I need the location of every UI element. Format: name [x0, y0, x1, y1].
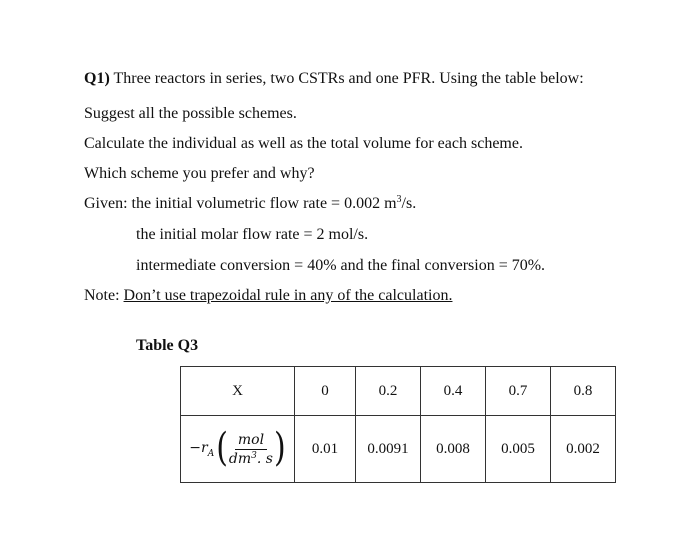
- given-volumetric-flow-unit: /s.: [401, 195, 417, 212]
- right-paren: ): [274, 425, 286, 472]
- x-value-cell: 0.2: [356, 367, 421, 416]
- note-text: Don’t use trapezoidal rule in any of the calculation.: [123, 287, 453, 304]
- rate-expression: [189, 425, 286, 472]
- given-conversions-line: intermediate conversion = 40% and the final conversion = 70%.: [136, 257, 546, 274]
- rate-value-cell: 0.005: [486, 416, 551, 483]
- question-label: Q1): [84, 70, 110, 87]
- task-line-2: Calculate the individual as well as the total volume for each scheme.: [84, 135, 523, 152]
- table-row-conversion: [181, 367, 616, 416]
- cubic-superscript: 3: [396, 194, 402, 205]
- x-value-cell: 0.8: [551, 367, 616, 416]
- given-volumetric-flow-text: Given: the initial volumetric flow rate = 0.002 m: [84, 195, 397, 212]
- rate-value-cell: 0.0091: [356, 416, 421, 483]
- rate-value-cell: 0.008: [421, 416, 486, 483]
- row-header-x: X: [181, 367, 295, 416]
- x-value-cell: 0.7: [486, 367, 551, 416]
- x-value-cell: 0.4: [421, 367, 486, 416]
- given-volumetric-flow-line: [84, 194, 416, 214]
- data-table: [180, 366, 616, 483]
- rate-value-cell: 0.002: [551, 416, 616, 483]
- left-paren: (: [216, 425, 228, 472]
- x-value-cell: 0: [295, 367, 356, 416]
- question-intro-line: [84, 69, 584, 89]
- task-line-1: Suggest all the possible schemes.: [84, 105, 297, 122]
- question-intro-text: Three reactors in series, two CSTRs and one PFR. Using the table below:: [113, 70, 584, 87]
- task-line-3: Which scheme you prefer and why?: [84, 165, 315, 182]
- rate-unit-numerator: mol: [235, 432, 267, 450]
- row-header-rate: [181, 416, 295, 483]
- rate-unit-denominator: $dm^3$. s: [228, 450, 273, 467]
- note-label: Note:: [84, 287, 120, 304]
- table-title: Table Q3: [136, 337, 199, 354]
- table-row-rate: [181, 416, 616, 483]
- note-line: [84, 286, 452, 306]
- rate-value-cell: 0.01: [295, 416, 356, 483]
- rate-symbol: $-r_A$: [189, 439, 215, 459]
- rate-unit-fraction: [229, 432, 273, 467]
- given-molar-flow-line: the initial molar flow rate = 2 mol/s.: [136, 226, 369, 243]
